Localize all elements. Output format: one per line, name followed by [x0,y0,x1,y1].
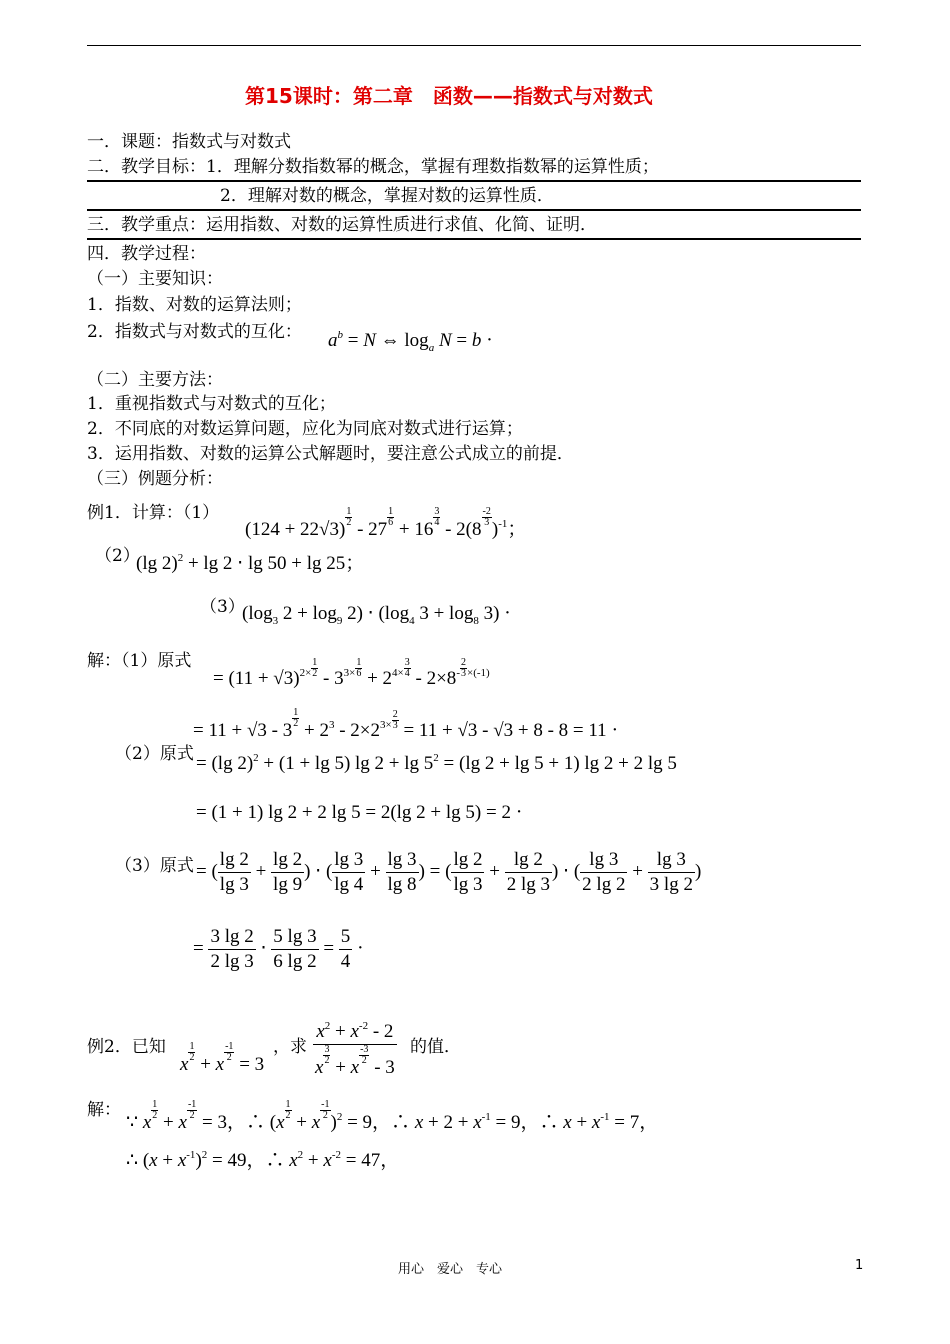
example-1-part-1-formula: (124 + 22√3) $\frac{1}{2}$ - 27 $\frac{1}{6}$ + 16 $\frac{3}{4}$ - 2(8 $\frac{-2}{3}$ )$^{-1}$； [245,506,527,540]
topic-line: 一．课题：指数式与对数式 [87,132,291,152]
example-2-label: 例2．已知 [87,1037,166,1057]
example-1-part-2-label: （2） [95,546,140,566]
method-item-2: 2．不同底的对数运算问题，应化为同底对数式进行运算； [87,419,523,439]
solution-3-label: （3）原式 [115,856,194,876]
examples-heading: （三）例题分析： [87,469,223,489]
solution-3-step-2: = $\frac{3 \lg 2}{2 \lg 3}$ ⋅ $\frac{5 \lg 3}{6 \lg 2}$ = $\frac{5}{4}$ · [193,926,364,972]
page-title: 第15课时：第二章 函数——指数式与对数式 [245,84,653,108]
method-item-3: 3．运用指数、对数的运算公式解题时，要注意公式成立的前提． [87,444,574,464]
example-1-part-2-formula: (lg 2)$^2$ + lg 2 ⋅ lg 50 + lg 25； [136,552,365,574]
rule-3 [87,238,861,240]
example-2-ask: ，求 [273,1037,307,1057]
example-1-part-3-formula: ($\log_3$ $2 + \log_9 2) \cdot (\log_4$ $3 + \log_8 3$) · [242,602,511,627]
footer-center: 用心 爱心 专心 [398,1262,503,1277]
solution-2-label: （2）原式 [115,744,194,764]
solution-2-step-1: = (lg 2)$^2$ + (1 + lg 5) $\lg 2 + \lg 5^2 = (\lg$ 2 + lg 5 + 1) lg 2 + 2 lg 5 [196,752,677,774]
solution-1-label: 解：（1）原式 [87,651,192,671]
knowledge-item-1: 1．指数、对数的运算法则； [87,295,302,315]
footer-page-number: 1 [855,1258,864,1273]
example-2-expression: $x^2 + x^{-2} - 2$ x $\frac{3}{2}$ + x $\frac{-3}{2}$ - 3 [315,1020,395,1078]
solution-1-step-2: = 11 + √3 - 3 $\frac{1}{2}$ + $2^3 - 2\times 2^{3\times \frac{2}{3}}$ = 11 + √3 - √3 + 8 - 8 = 11 · [193,707,619,741]
conversion-formula: $a^b = N$ ⇔ $\log_a N = b$ · [328,329,493,354]
example-2-given: x $\frac{1}{2}$ + x $\frac{-1}{2}$ = 3 [180,1041,265,1075]
solution-2-step-2: = (1 + 1) lg 2 + 2 lg 5 = 2(lg 2 + lg 5) = 2 · [196,801,523,823]
solution-1-step-1: = $(11 + √3)^{2\times \frac{1}{2}}$ - $3^{3\times \frac{1}{6}}$ + $2^{4\times \frac{3}{4}}$ - $2\times 8^{- \frac{2}{3} \times(-1)}$ [213,657,490,689]
solution-b-label: 解： [87,1100,121,1120]
example-1-part-3-label: （3） [200,597,245,617]
solution-3-step-1: = ( $\frac{\lg 2}{\lg 3}$ + $\frac{\lg 2}{\lg 9}$ ) ⋅ ( $\frac{\lg 3}{\lg 4}$ + $\frac{\lg 3}{\lg 8}$ ) = ( $\frac{\lg 2}{\lg 3}$ + $\frac{\lg 2}{2 \lg 3}$ ) ⋅ ( $\frac{\lg 3}{2 \lg 2}$ + $\frac{\lg 3}{3 \lg 2}$ ) [196,849,702,895]
header-rule [87,45,861,46]
solution-b-line-1: ∵ x $\frac{1}{2}$ + x $\frac{-1}{2}$ = 3，∴ (x $\frac{1}{2}$ + x $\frac{-1}{2}$ )$^2$ = 9，∴ $x + 2 + x^{-1} = 9$，∴ $x + x^{-1} = 7$， [126,1099,659,1133]
knowledge-heading: （一）主要知识： [87,269,223,289]
rule-1 [87,180,861,182]
focus-line: 三．教学重点：运用指数、对数的运算性质进行求值、化简、证明． [87,215,597,235]
rule-2 [87,209,861,211]
methods-heading: （二）主要方法： [87,370,223,390]
solution-b-line-2: ∴ $(x + x^{-1})^2 = 49$，∴ $x^2 + x^{-2} = 47$， [126,1149,400,1171]
knowledge-item-2: 2．指数式与对数式的互化： [87,322,302,342]
goals-line-2: 2．理解对数的概念，掌握对数的运算性质． [220,186,554,206]
method-item-1: 1．重视指数式与对数式的互化； [87,394,336,414]
goals-line-1: 二．教学目标：1．理解分数指数幂的概念，掌握有理数指数幂的运算性质； [87,157,659,177]
example-1-label: 例1．计算：（1） [87,503,220,523]
example-2-end: 的值． [410,1037,461,1057]
process-heading: 四．教学过程： [87,244,206,264]
